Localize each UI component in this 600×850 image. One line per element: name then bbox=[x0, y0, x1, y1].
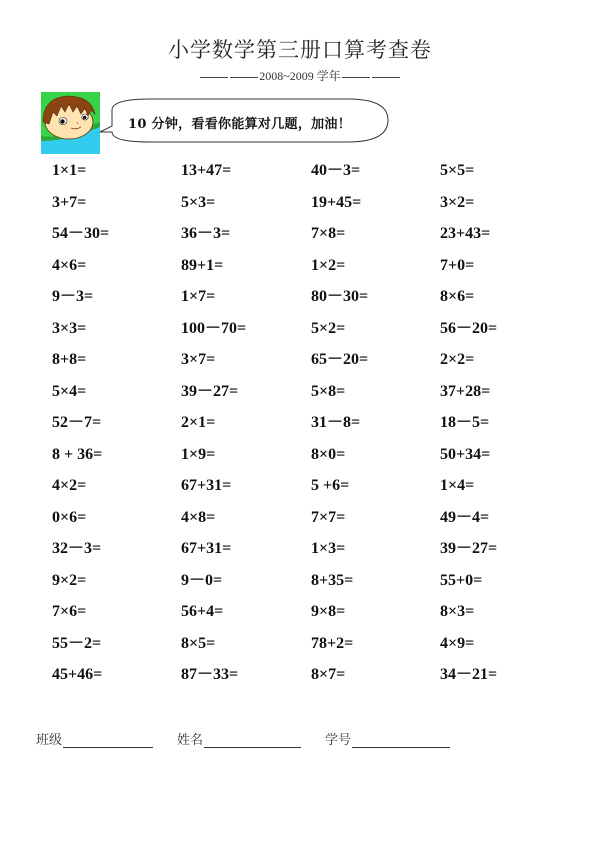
student-id-label: 学号 bbox=[325, 733, 352, 748]
problem-item: 45+46= bbox=[52, 666, 103, 683]
problem-item: 23+43= bbox=[440, 225, 491, 242]
problem-item: 13+47= bbox=[181, 162, 232, 179]
problem-item: 5×8= bbox=[311, 382, 346, 400]
problem-item: 100－70= bbox=[181, 319, 247, 337]
problem-item: 3+7= bbox=[52, 193, 87, 211]
problem-item: 2×2= bbox=[440, 351, 475, 368]
name-field[interactable] bbox=[177, 729, 301, 748]
problem-item: 5×5= bbox=[440, 162, 475, 179]
problem-item: 18－5= bbox=[440, 414, 490, 431]
problem-item: 78+2= bbox=[311, 634, 354, 652]
problem-item: 1×9= bbox=[181, 445, 216, 463]
problem-item: 8×6= bbox=[440, 288, 475, 305]
school-year: 2008~2009 学年 bbox=[259, 69, 341, 83]
problem-item: 3×3= bbox=[52, 319, 87, 337]
problem-item: 36－3= bbox=[181, 225, 231, 242]
problem-item: 5 +6= bbox=[311, 477, 350, 494]
problem-item: 1×3= bbox=[311, 540, 346, 557]
problem-item: 1×2= bbox=[311, 256, 346, 274]
problem-item: 37+28= bbox=[440, 382, 491, 400]
problem-item: 55－2= bbox=[52, 634, 102, 652]
problem-item: 7×8= bbox=[311, 225, 346, 242]
problem-item: 1×1= bbox=[52, 162, 87, 179]
problem-item: 65－20= bbox=[311, 351, 369, 368]
problem-item: 67+31= bbox=[181, 477, 232, 494]
student-id-field[interactable] bbox=[325, 729, 450, 748]
problem-item: 8×0= bbox=[311, 445, 346, 463]
problem-item: 87－33= bbox=[181, 666, 239, 683]
problem-item: 4×6= bbox=[52, 256, 87, 274]
problem-item: 5×3= bbox=[181, 193, 216, 211]
problem-item: 7+0= bbox=[440, 256, 475, 274]
class-label: 班级 bbox=[36, 733, 63, 748]
problem-item: 5×2= bbox=[311, 319, 346, 337]
problem-item: 3×2= bbox=[440, 193, 475, 211]
problem-item: 39－27= bbox=[181, 382, 239, 400]
problem-item: 49－4= bbox=[440, 508, 490, 526]
problem-item: 8+35= bbox=[311, 571, 354, 589]
problem-item: 80－30= bbox=[311, 288, 369, 305]
name-input-line[interactable] bbox=[204, 733, 301, 748]
class-field[interactable] bbox=[36, 729, 153, 748]
name-label: 姓名 bbox=[177, 733, 204, 748]
problem-item: 8×7= bbox=[311, 666, 346, 683]
problem-item: 0×6= bbox=[52, 508, 87, 526]
problem-item: 8×3= bbox=[440, 603, 475, 620]
problem-item: 8×5= bbox=[181, 634, 216, 652]
problem-item: 34－21= bbox=[440, 666, 498, 683]
problem-item: 7×7= bbox=[311, 508, 346, 526]
problem-item: 40－3= bbox=[311, 162, 361, 179]
problem-item: 4×8= bbox=[181, 508, 216, 526]
problem-item: 8 + 36= bbox=[52, 445, 103, 463]
problem-item: 9－3= bbox=[52, 288, 94, 305]
problem-item: 50+34= bbox=[440, 445, 491, 463]
problem-item: 1×4= bbox=[440, 477, 475, 494]
problem-item: 8+8= bbox=[52, 351, 87, 368]
problem-item: 2×1= bbox=[181, 414, 216, 431]
student-info-fields bbox=[0, 729, 600, 753]
problem-item: 52－7= bbox=[52, 414, 102, 431]
class-input-line[interactable] bbox=[63, 733, 153, 748]
problem-item: 55+0= bbox=[440, 571, 483, 589]
problem-item: 1×7= bbox=[181, 288, 216, 305]
problem-item: 4×9= bbox=[440, 634, 475, 652]
problem-item: 39－27= bbox=[440, 540, 498, 557]
problem-item: 9－0= bbox=[181, 571, 223, 589]
problem-item: 67+31= bbox=[181, 540, 232, 557]
problem-item: 32－3= bbox=[52, 540, 102, 557]
problem-item: 56－20= bbox=[440, 319, 498, 337]
problem-item: 3×7= bbox=[181, 351, 216, 368]
problem-item: 54－30= bbox=[52, 225, 110, 242]
problem-item: 9×2= bbox=[52, 571, 87, 589]
problem-item: 56+4= bbox=[181, 603, 224, 620]
problem-item: 4×2= bbox=[52, 477, 87, 494]
problem-item: 9×8= bbox=[311, 603, 346, 620]
problem-item: 19+45= bbox=[311, 193, 362, 211]
page-title: 小学数学第三册口算考查卷 bbox=[168, 38, 432, 62]
encouragement-text: 10 分钟，看看你能算对几题，加油！ bbox=[128, 117, 352, 132]
problem-item: 7×6= bbox=[52, 603, 87, 620]
problem-item: 31－8= bbox=[311, 414, 361, 431]
problem-item: 89+1= bbox=[181, 256, 224, 274]
student-id-input-line[interactable] bbox=[352, 733, 450, 748]
problem-item: 5×4= bbox=[52, 382, 87, 400]
